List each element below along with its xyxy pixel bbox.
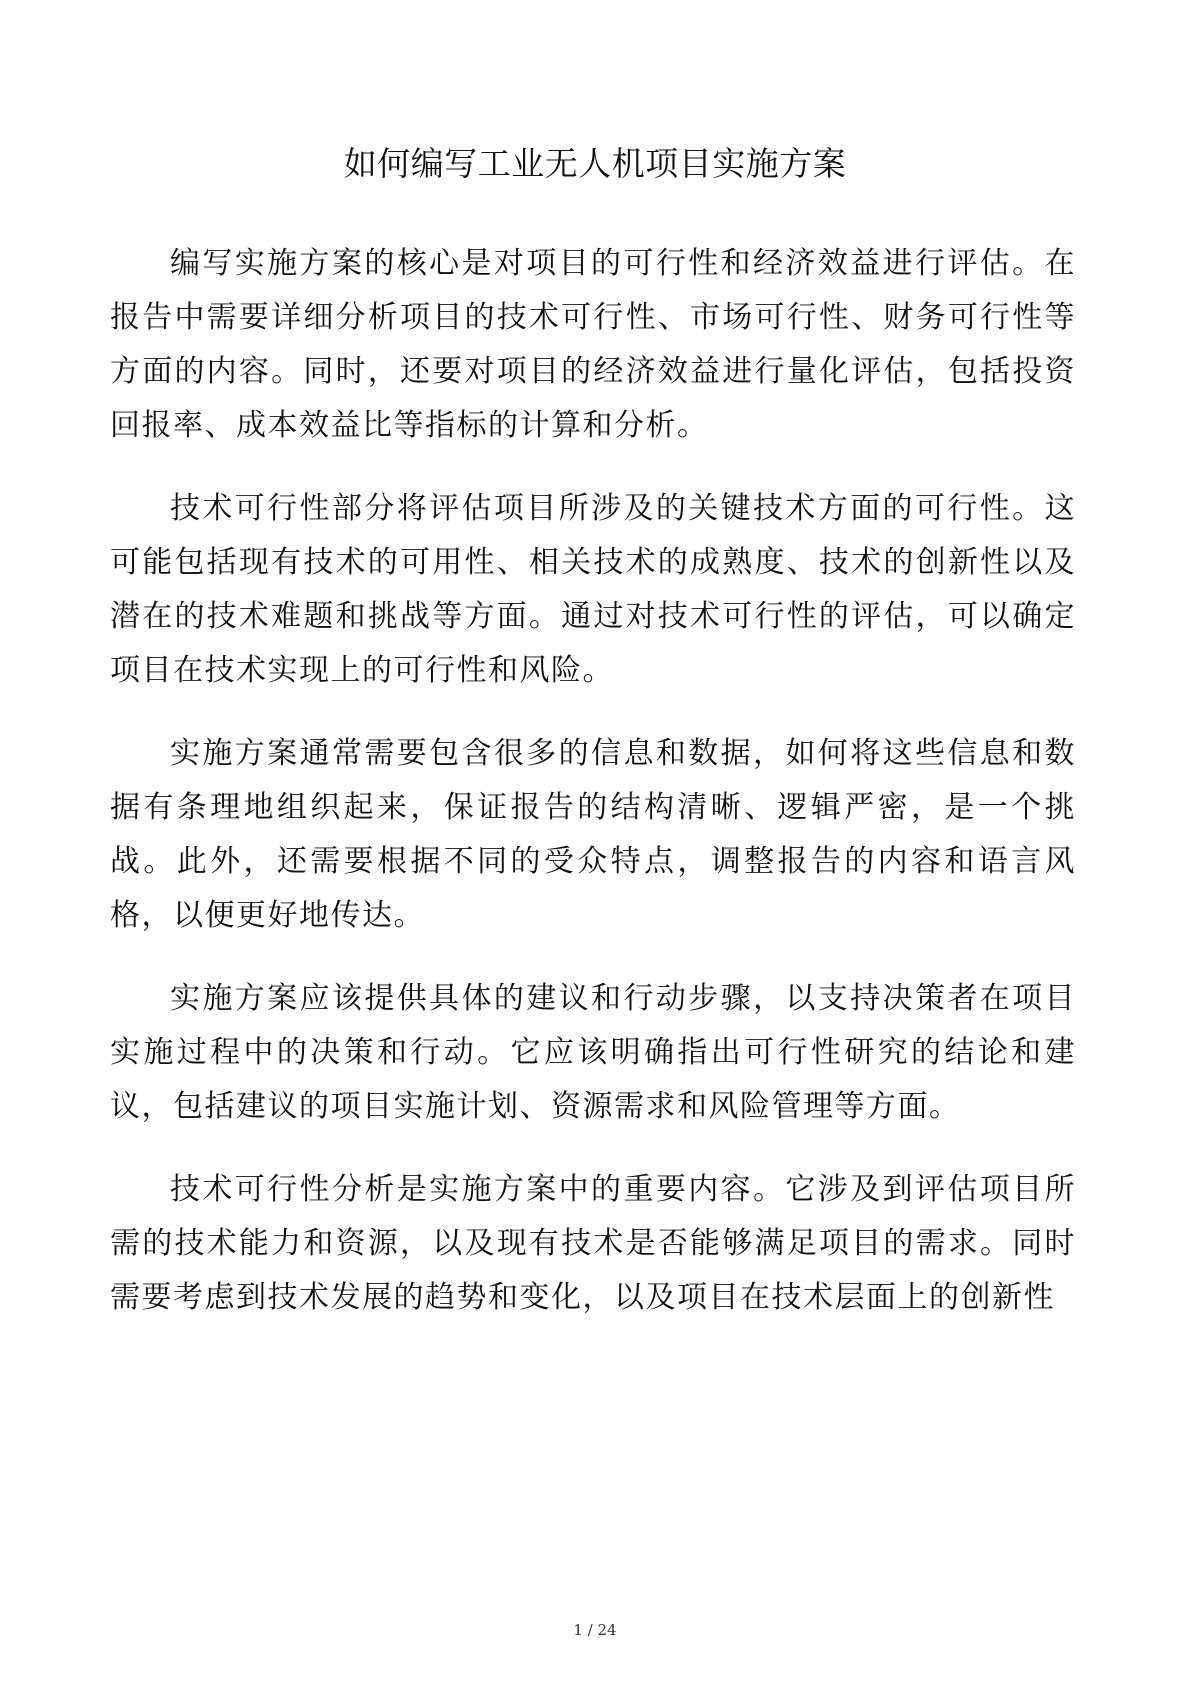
paragraph-2: 技术可行性部分将评估项目所涉及的关键技术方面的可行性。这可能包括现有技术的可用性、相关技术的成熟度、技术的创新性以及潜在的技术难题和挑战等方面。通过对技术可行性的评估，可以确定项目在技术实现上的可行性和风险。 xyxy=(110,491,1076,688)
paragraph-5: 技术可行性分析是实施方案中的重要内容。它涉及到评估项目所需的技术能力和资源，以及现有技术是否能够满足项目的需求。同时需要考虑到技术发展的趋势和变化，以及项目在技术层面上的创新性 xyxy=(110,1172,1076,1315)
page-number: 1 / 24 xyxy=(573,1621,617,1639)
paragraph-1: 编写实施方案的核心是对项目的可行性和经济效益进行评估。在报告中需要详细分析项目的技术可行性、市场可行性、财务可行性等方面的内容。同时，还要对项目的经济效益进行量化评估，包括投资回报率、成本效益比等指标的计算和分析。 xyxy=(110,246,1076,443)
paragraph-4: 实施方案应该提供具体的建议和行动步骤，以支持决策者在项目实施过程中的决策和行动。它应该明确指出可行性研究的结论和建议，包括建议的项目实施计划、资源需求和风险管理等方面。 xyxy=(110,981,1076,1124)
document-body xyxy=(110,237,1076,1354)
document-title: 如何编写工业无人机项目实施方案 xyxy=(343,144,847,183)
paragraph-3: 实施方案通常需要包含很多的信息和数据，如何将这些信息和数据有条理地组织起来，保证报告的结构清晰、逻辑严密，是一个挑战。此外，还需要根据不同的受众特点，调整报告的内容和语言风格，以便更好地传达。 xyxy=(110,736,1076,933)
